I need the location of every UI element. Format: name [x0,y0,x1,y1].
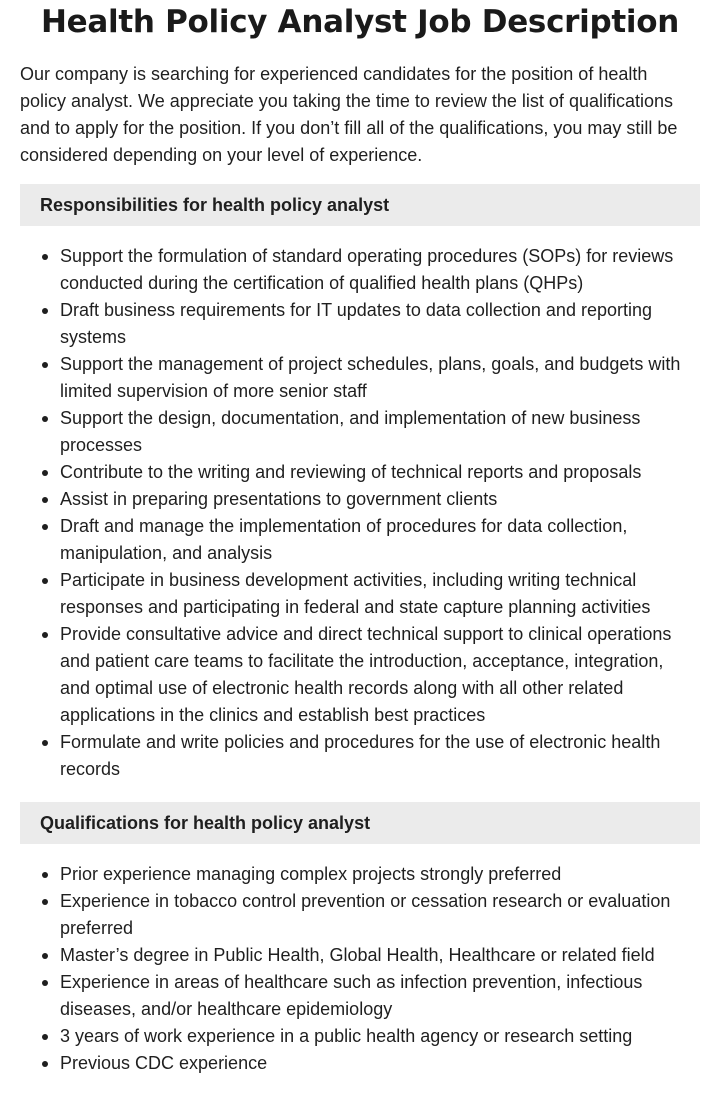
list-item: Experience in areas of healthcare such as infection prevention, infectious diseases, and/or healthcare epidemiology [60,969,696,1023]
list-item: Formulate and write policies and procedures for the use of electronic health records [60,729,696,783]
list-item: Support the management of project schedules, plans, goals, and budgets with limited supervision of more senior staff [60,351,696,405]
responsibilities-heading: Responsibilities for health policy analyst [20,184,700,226]
page-title: Health Policy Analyst Job Description [41,4,679,40]
list-item: Participate in business development activities, including writing technical responses and participating in federal and state capture planning activities [60,567,696,621]
list-item: Draft business requirements for IT updates to data collection and reporting systems [60,297,696,351]
list-item: Previous CDC experience [60,1050,696,1077]
list-item: Assist in preparing presentations to government clients [60,486,696,513]
list-item: Master’s degree in Public Health, Global Health, Healthcare or related field [60,942,696,969]
list-item: Provide consultative advice and direct technical support to clinical operations and patient care teams to facilitate the introduction, acceptance, integration, and optimal use of electronic health records along with all other related applications in the clinics and establish best practices [60,621,696,729]
list-item: Support the formulation of standard operating procedures (SOPs) for reviews conducted during the certification of qualified health plans (QHPs) [60,243,696,297]
qualifications-list [20,861,700,1077]
list-item: 3 years of work experience in a public health agency or research setting [60,1023,696,1050]
list-item: Contribute to the writing and reviewing of technical reports and proposals [60,459,696,486]
list-item: Experience in tobacco control prevention or cessation research or evaluation preferred [60,888,696,942]
list-item: Support the design, documentation, and implementation of new business processes [60,405,696,459]
intro-paragraph: Our company is searching for experienced candidates for the position of health policy analyst. We appreciate you taking the time to review the list of qualifications and to apply for the position. If you don’t fill all of the qualifications, you may still be considered depending on your level of experience. [20,64,678,165]
qualifications-heading: Qualifications for health policy analyst [20,802,700,844]
list-item: Draft and manage the implementation of procedures for data collection, manipulation, and analysis [60,513,696,567]
responsibilities-list [20,243,700,783]
list-item: Prior experience managing complex projects strongly preferred [60,861,696,888]
